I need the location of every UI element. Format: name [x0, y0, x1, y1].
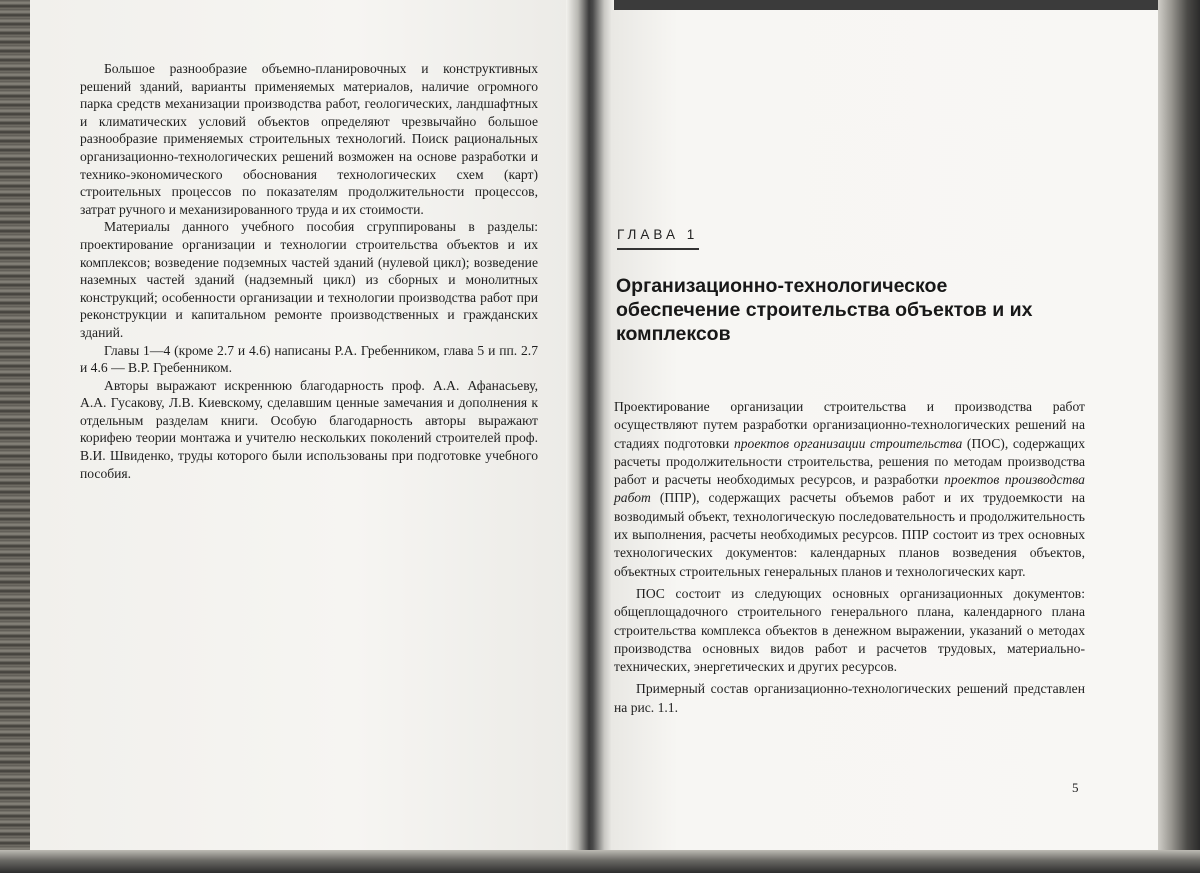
page-number: 5 [1072, 780, 1079, 795]
preface-paragraph: Материалы данного учебного пособия сгруппированы в разделы: проектирование организации и технологии строительства объектов и их комплексов; возведение подземных частей зданий (нулевой цикл); возведение наземных частей зданий (надземный цикл) из сборных и монолитных конструкций; особенности организации и технологии производства работ при реконструкции и капитальном ремонте производственных и гражданских зданий. [80, 219, 538, 340]
chapter-divider [617, 248, 699, 250]
chapter-label: ГЛАВА 1 [617, 227, 699, 242]
chapter-paragraph: Примерный состав организационно-технологических решений представлен на рис. 1.1. [614, 681, 1085, 715]
term-pos: проектов организации строительства [733, 435, 963, 451]
text-run: (ППР), содержащих расчеты объемов работ и их трудоемкости на возводимый объект, технологическую последовательность и продолжительность их выполнения, расчеты необходимых ресурсов. ППР состоит из трех основных технологических документов: календарных планов возведения объектов, объектных строительных генеральных планов и технологических карт. [614, 490, 1085, 579]
book-right-edge [1158, 0, 1200, 873]
book-spine-edge [0, 0, 30, 873]
chapter-title: Организационно-технологическое обеспечение строительства объектов и их комплексов [616, 275, 1033, 345]
preface-paragraph: Авторы выражают искреннюю благодарность проф. А.А. Афанасьеву, А.А. Гусакову, Л.В. Киевскому, сделавшим ценные замечания и дополнения к отдельным разделам книги. Особую благодарность авторы выражают корифею теории монтажа и учителю нескольких поколений строителей проф. В.И. Швиденко, труды которого были использованы при подготовке учебного пособия. [80, 377, 538, 481]
term-ppr: проектов производства работ [614, 472, 1085, 506]
page-gutter [566, 0, 614, 873]
chapter-body [614, 398, 1085, 717]
text-run: Проектирование организации строительства и производства работ осуществляют путем разработки организационно-технологических решений на стадиях подготовки [614, 399, 1085, 451]
book-bottom-edge [0, 850, 1200, 873]
chapter-paragraph [614, 398, 1085, 581]
chapter-paragraph: ПОС состоит из следующих основных организационных документов: общеплощадочного строительного генерального плана, календарного плана строительства комплекса объектов в денежном выражении, указаний о методах производства основных видов работ и расчетов трудовых, материально-технических, энергетических и других ресурсов. [614, 585, 1085, 675]
preface-text [80, 60, 538, 482]
preface-paragraph: Большое разнообразие объемно-планировочных и конструктивных решений зданий, варианты применяемых материалов, наличие огромного парка средств механизации производства работ, геологических, ландшафтных и климатических условий объектов определяют чрезвычайно большое разнообразие применяемых строительных технологий. Поиск рациональных организационно-технологических решений возможен на основе разработки и технико-экономического обоснования технологических схем (карт) строительных процессов по показателям продолжительности процессов, затрат ручного и механизированного труда и их стоимости. [80, 61, 538, 217]
preface-paragraph: Главы 1—4 (кроме 2.7 и 4.6) написаны Р.А. Гребенником, глава 5 и пп. 2.7 и 4.6 — В.Р. Гребенником. [80, 342, 538, 376]
text-run: (ПОС), содержащих расчеты продолжительности строительства, решения по методам производства работ и расчеты необходимых ресурсов, и разработки [614, 435, 1085, 488]
